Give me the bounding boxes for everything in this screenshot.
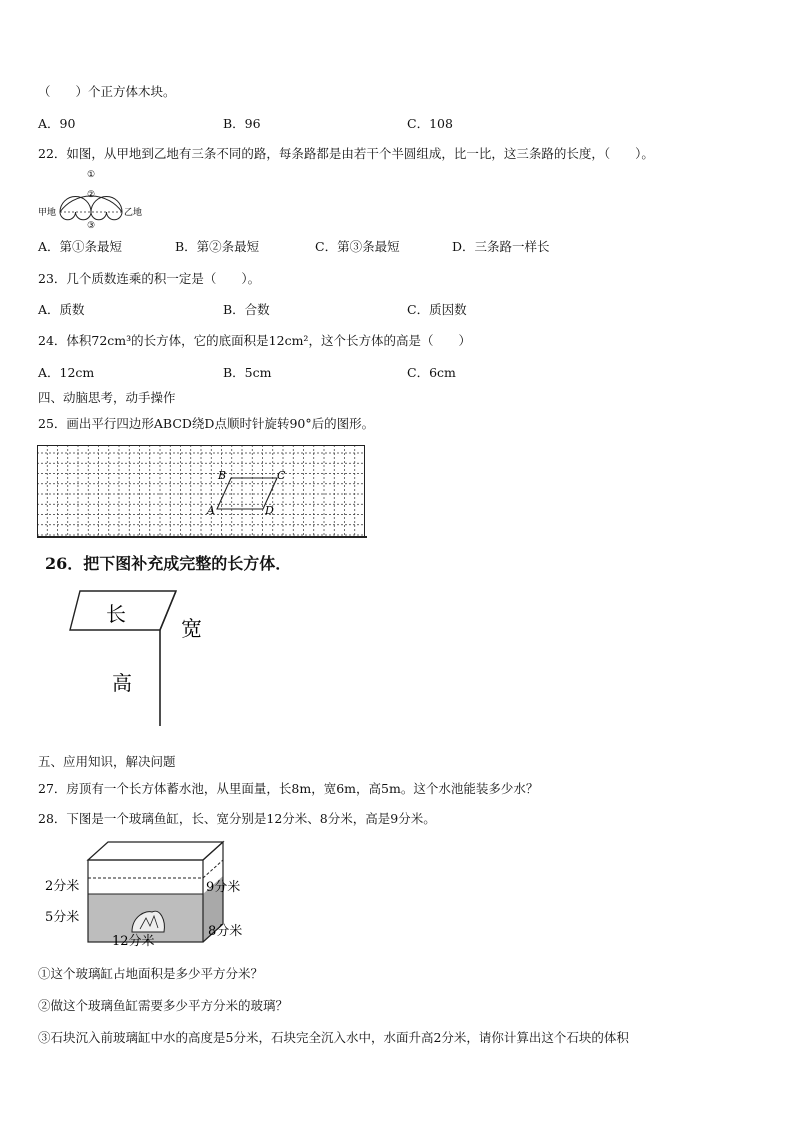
q22-path3-label: ③ <box>86 221 96 231</box>
q21-option-b[interactable]: B．96 <box>223 116 261 131</box>
q27-stem: 27．房顶有一个长方体蓄水池，从里面量，长8m，宽6m，高5m。这个水池能装多少水？ <box>38 781 539 796</box>
q22-option-b[interactable]: B．第②条最短 <box>175 239 260 254</box>
q21-tail: （ ）个正方体木块。 <box>38 84 176 99</box>
q24-option-c[interactable]: C．6cm <box>407 365 456 380</box>
section-5-heading: 五、应用知识，解决问题 <box>38 754 176 769</box>
q25-grid-figure <box>37 445 367 538</box>
q22-option-c[interactable]: C．第③条最短 <box>315 239 400 254</box>
q26-cuboid-figure <box>66 588 226 730</box>
q26-height-label: 高 <box>112 671 132 695</box>
q22-option-d[interactable]: D．三条路一样长 <box>452 239 550 254</box>
section-4-heading: 四、动脑思考，动手操作 <box>38 390 176 405</box>
q23-stem: 23．几个质数连乘的积一定是（ ）。 <box>38 271 261 286</box>
q24-stem: 24．体积72cm³的长方体，它的底面积是12cm²，这个长方体的高是（ ） <box>38 333 471 348</box>
q28-stem: 28．下图是一个玻璃鱼缸，长、宽分别是12分米、8分米，高是9分米。 <box>38 811 436 826</box>
q23-option-c[interactable]: C．质因数 <box>407 302 467 317</box>
q21-option-c[interactable]: C．108 <box>407 116 453 131</box>
q22-start-label: 甲地 <box>38 208 57 218</box>
q26-length-label: 长 <box>106 602 126 626</box>
q24-option-a[interactable]: A．12cm <box>38 365 95 380</box>
q22-option-a[interactable]: A．第①条最短 <box>38 239 123 254</box>
q24-option-b[interactable]: B．5cm <box>223 365 272 380</box>
q25-label-b: B <box>218 469 227 482</box>
q22-path-figure <box>38 166 148 234</box>
q22-path2-label: ② <box>86 190 96 200</box>
q26-stem: 26．把下图补充成完整的长方体． <box>45 554 292 573</box>
q28-sub-question-1: ①这个玻璃缸占地面积是多少平方分米？ <box>38 966 264 981</box>
q25-stem: 25．画出平行四边形ABCD绕D点顺时针旋转90°后的图形。 <box>38 416 375 431</box>
q25-grid-lines <box>37 445 365 537</box>
q28-fish-tank-figure <box>40 836 260 952</box>
q22-path1-label: ① <box>86 170 96 180</box>
q28-length-label: 12分米 <box>112 934 155 949</box>
q22-stem: 22．如图，从甲地到乙地有三条不同的路，每条路都是由若干个半圆组成，比一比，这三条路的长度，（ ）。 <box>38 146 654 161</box>
q28-height-label: 9分米 <box>206 880 241 895</box>
q25-label-c: C <box>277 469 286 482</box>
q23-option-b[interactable]: B．合数 <box>223 302 270 317</box>
q28-sub-question-3: ③石块沉入前玻璃缸中水的高度是5分米，石块完全沉入水中，水面升高2分米，请你计算出这个石块的体积 <box>38 1030 629 1045</box>
q26-width-label: 宽 <box>181 617 202 641</box>
q25-label-a: A <box>207 504 215 517</box>
q28-sub-question-2: ②做这个玻璃鱼缸需要多少平方分米的玻璃？ <box>38 998 289 1013</box>
q23-option-a[interactable]: A．质数 <box>38 302 85 317</box>
q25-label-d: D <box>265 504 274 517</box>
q28-width-label: 8分米 <box>208 924 243 939</box>
q21-option-a[interactable]: A．90 <box>38 116 76 131</box>
q28-rise-label: 2分米 <box>45 879 80 894</box>
q28-water-label: 5分米 <box>45 910 80 925</box>
q22-end-label: 乙地 <box>124 208 143 218</box>
